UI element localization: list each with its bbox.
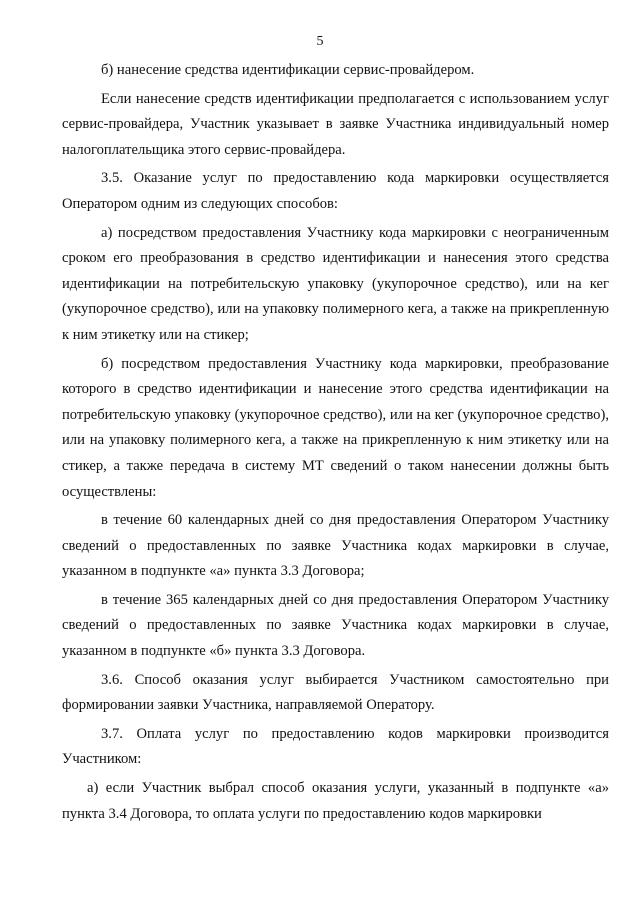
paragraph-3-5: 3.5. Оказание услуг по предоставлению кода маркировки осуществляется Оператором одним из следующих способов: <box>62 170 609 212</box>
paragraph-60-days: в течение 60 календарных дней со дня предоставления Оператором Участнику сведений о предоставленных по заявке Участника кодах маркировки в случае, указанном в подпункте «а» пункта 3.3 Договора; <box>62 512 609 580</box>
paragraph-3-7: 3.7. Оплата услуг по предоставлению кодов маркировки производится Участником: <box>62 725 609 768</box>
paragraph-subitem-b-service-provider: б) нанесение средства идентификации сервис-провайдером. <box>101 62 475 78</box>
document-body <box>62 58 609 852</box>
paragraph-3-7-a: а) если Участник выбрал способ оказания услуги, указанный в подпункте «а» пункта 3.4 Договора, то оплата услуги по предоставлению кодов маркировки <box>62 780 609 822</box>
paragraph-365-days: в течение 365 календарных дней со дня предоставления Оператором Участнику сведений о предоставленных по заявке Участника кодах маркировки в случае, указанном в подпункте «б» пункта 3.3 Договора. <box>62 591 609 660</box>
page-number: 5 <box>316 34 324 49</box>
paragraph-3-5-b: б) посредством предоставления Участнику кода маркировки, преобразование которого в средство идентификации и нанесение этого средства идентификации на потребительскую упаковку (укупорочное средство), или на кег (укупорочное средство), или на упаковку полимерного кега, а также на прикрепленную к ним этикетку или на стикер, а также передача в систему МТ сведений о таком нанесении должны быть осуществлены: <box>62 355 609 500</box>
paragraph-3-5-a: а) посредством предоставления Участнику кода маркировки с неограниченным сроком его преобразования в средство идентификации и нанесения этого средства идентификации на потребительскую упаковку (укупорочное средство), или на кег (укупорочное средство), или на упаковку полимерного кега, а также на прикрепленную к ним этикетку или на стикер; <box>62 224 609 343</box>
paragraph-service-provider-inn: Если нанесение средств идентификации предполагается с использованием услуг сервис-провайдера, Участник указывает в заявке Участника индивидуальный номер налогоплательщика этого сервис-провайдера. <box>62 90 609 158</box>
paragraph-3-6: 3.6. Способ оказания услуг выбирается Участником самостоятельно при формировании заявки Участника, направляемой Оператору. <box>62 671 609 714</box>
